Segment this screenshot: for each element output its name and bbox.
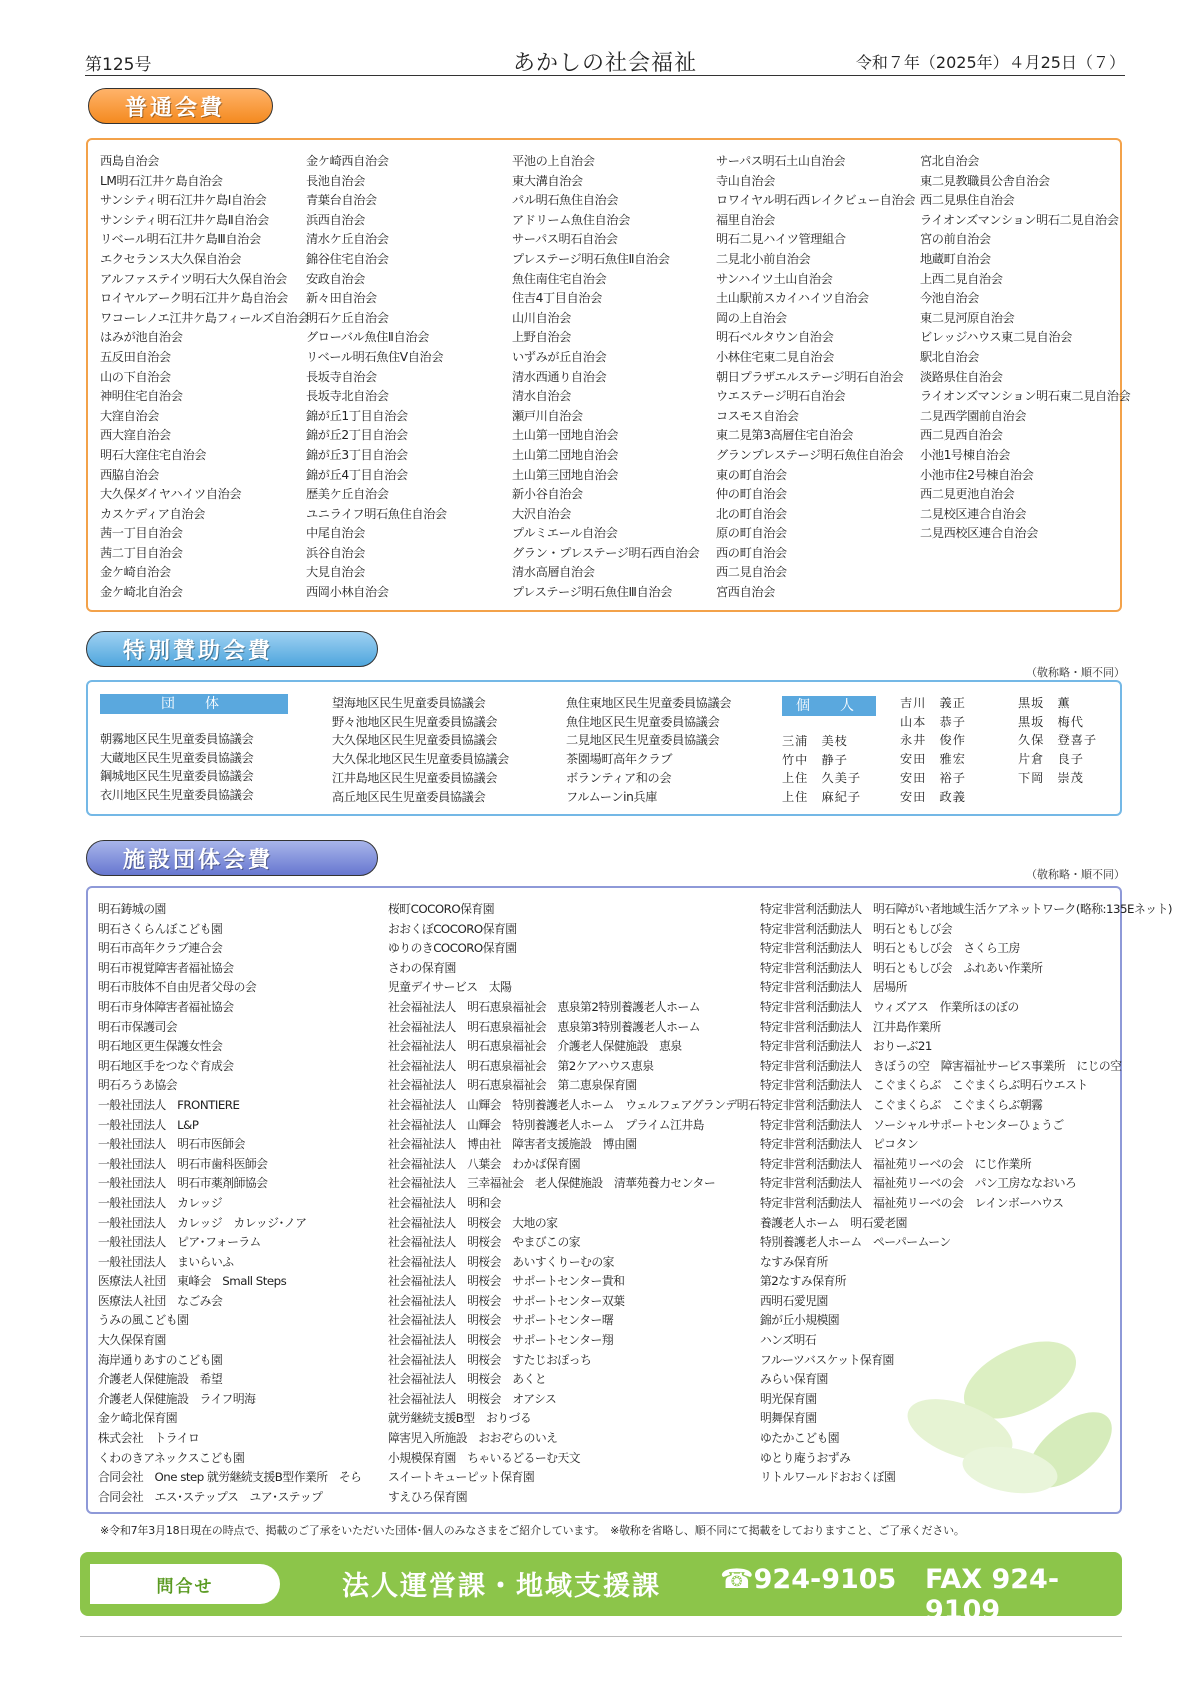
regular-member-item: サンハイツ土山自治会 [716, 271, 833, 286]
facility-member-item: 明石市高年クラブ連合会 [98, 941, 223, 956]
special-individual-item: 竹中 静子 [782, 752, 848, 767]
regular-member-item: 地蔵町自治会 [920, 251, 991, 266]
regular-member-item: 清水高層自治会 [512, 565, 595, 580]
facility-member-item: 障害児入所施設 おおぞらのいえ [388, 1431, 558, 1446]
regular-member-item: 土山第三団地自治会 [512, 467, 619, 482]
special-group-item: 衣川地区民生児童委員協議会 [100, 788, 254, 803]
regular-member-item: 淡路県住自治会 [920, 369, 1003, 384]
special-individual-item: 安田 雅宏 [900, 752, 966, 767]
special-individual-item: 永井 俊作 [900, 733, 966, 748]
regular-member-item: グラン・プレステージ明石西自治会 [512, 545, 700, 560]
special-group-item: 大蔵地区民生児童委員協議会 [100, 750, 254, 765]
facility-member-item: 一般社団法人 FRONTIERE [98, 1097, 240, 1112]
facility-fee-note: （敬称略・順不同） [1026, 868, 1125, 881]
regular-member-item: コスモス自治会 [716, 408, 799, 423]
regular-member-item: 大沢自治会 [512, 506, 571, 521]
facility-member-item: 児童デイサービス 太陽 [388, 980, 512, 995]
facility-member-item: すえひろ保育園 [388, 1489, 468, 1504]
special-group-item: 望海地区民生児童委員協議会 [332, 696, 486, 710]
regular-member-item: 小池市住2号棟自治会 [920, 467, 1034, 482]
regular-member-item: 上西二見自治会 [920, 271, 1003, 286]
regular-member-item: 浜谷自治会 [306, 545, 365, 560]
facility-member-item: 一般社団法人 ピア･フォーラム [98, 1235, 261, 1250]
contact-label: 問合せ [90, 1564, 280, 1604]
regular-member-item: 五反田自治会 [100, 349, 171, 364]
bottom-divider [80, 1636, 1122, 1637]
facility-member-item: 一般社団法人 明石市医師会 [98, 1137, 245, 1152]
facility-member-item: さわの保育園 [388, 960, 456, 975]
facility-member-item: ゆりのきCOCORO保育園 [388, 941, 517, 956]
regular-member-item: 長坂寺自治会 [306, 369, 377, 384]
facility-member-item: 一般社団法人 カレッジ [98, 1195, 223, 1210]
regular-member-item: ロワイヤル明石西レイクビュー自治会 [716, 193, 916, 208]
regular-member-item: 清水自治会 [512, 389, 571, 404]
regular-member-item: 金ケ崎自治会 [100, 565, 171, 580]
facility-member-item: 明舞保育園 [760, 1411, 817, 1426]
regular-member-item: 大窪自治会 [100, 408, 159, 423]
facility-member-item: 社会福祉法人 明桜会 サポートセンター翔 [388, 1333, 614, 1348]
special-group-item: 野々池地区民生児童委員協議会 [332, 714, 498, 729]
regular-member-item: 平池の上自治会 [512, 154, 595, 168]
regular-member-item: いずみが丘自治会 [512, 349, 607, 364]
regular-member-item: 錦が丘2丁目自治会 [306, 428, 408, 443]
facility-member-item: 社会福祉法人 明和会 [388, 1195, 501, 1210]
regular-member-item: カスケディア自治会 [100, 506, 205, 521]
issue-date: 令和７年（2025年）４月25日（７） [855, 53, 1125, 72]
facility-member-item: ゆとり庵うおずみ [760, 1450, 851, 1465]
regular-member-item: グランプレステージ明石魚住自治会 [716, 447, 904, 462]
regular-member-item: 清水ケ丘自治会 [306, 232, 389, 247]
special-group-item: 茶園場町高年クラブ [566, 752, 673, 767]
regular-member-item: ロイヤルアーク明石江井ケ島自治会 [100, 291, 288, 306]
special-group-column-3 [566, 694, 796, 806]
facility-member-item: 特定非営利活動法人 明石ともしび会 ふれあい作業所 [760, 960, 1043, 975]
contact-fax: FAX 924-9109 [925, 1564, 1060, 1626]
special-individual-item: 三浦 美枝 [782, 734, 848, 748]
regular-member-item: プレステージ明石魚住Ⅱ自治会 [512, 251, 670, 266]
facility-member-item: 特定非営利活動法人 居場所 [760, 980, 907, 995]
regular-member-item: 大見自治会 [306, 565, 365, 580]
regular-column-1 [100, 152, 310, 603]
facility-member-item: 社会福祉法人 明桜会 やまびこの家 [388, 1235, 581, 1250]
regular-member-item: 二見校区連合自治会 [920, 506, 1027, 521]
regular-member-item: 住吉4丁目自治会 [512, 291, 602, 306]
regular-member-item: プルミエール自治会 [512, 526, 618, 541]
regular-member-item: 宮北自治会 [920, 154, 979, 168]
regular-member-item: アルファステイツ明石大久保自治会 [100, 271, 287, 286]
facility-member-item: 社会福祉法人 明石恵泉福祉会 介護老人保健施設 恵泉 [388, 1039, 682, 1054]
facility-member-item: 特定非営利活動法人 ソーシャルサポートセンターひょうご [760, 1117, 1064, 1132]
facility-member-item: ハンズ明石 [760, 1333, 817, 1348]
regular-member-item: ライオンズマンション明石東二見自治会 [920, 389, 1131, 404]
contact-phone: ☎924-9105 [720, 1564, 897, 1595]
issue-number: 第125号 [85, 55, 152, 75]
facility-member-item: 明石市保護司会 [98, 1019, 178, 1034]
facility-member-item: 合同会社 One step 就労継続支援B型作業所 そら [98, 1470, 362, 1485]
individual-tag: 個 人 [782, 696, 876, 716]
facility-member-item: 社会福祉法人 明桜会 あいすくりーむの家 [388, 1254, 614, 1269]
regular-member-item: ワコーレノエ江井ケ島フィールズ自治会 [100, 310, 310, 325]
regular-member-item: 今池自治会 [920, 291, 979, 306]
special-fee-box [86, 680, 1122, 816]
regular-member-item: 北の町自治会 [716, 506, 787, 521]
facility-member-item: 錦が丘小規模園 [760, 1313, 840, 1328]
regular-member-item: サーパス明石土山自治会 [716, 154, 846, 168]
facility-member-item: 明石市身体障害者福祉協会 [98, 999, 234, 1014]
special-group-item: 二見地区民生児童委員協議会 [566, 733, 720, 748]
facility-member-item: 明石地区手をつなぐ育成会 [98, 1058, 234, 1073]
special-individual-item: 安田 裕子 [900, 770, 966, 785]
regular-member-item: 西岡小林自治会 [306, 585, 389, 600]
regular-member-item: 朝日プラザエルステージ明石自治会 [716, 369, 904, 384]
regular-member-item: 小池1号棟自治会 [920, 447, 1010, 462]
facility-member-item: 桜町COCORO保育園 [388, 902, 495, 916]
special-group-item: 大久保北地区民生児童委員協議会 [332, 752, 509, 767]
special-group-item: 魚住東地区民生児童委員協議会 [566, 696, 732, 710]
facility-member-item: 社会福祉法人 明桜会 サポートセンター曙 [388, 1313, 614, 1328]
facility-member-item: 特定非営利活動法人 福祉苑リーベの会 レインボーハウス [760, 1195, 1064, 1210]
facility-member-item: 社会福祉法人 博由社 障害者支援施設 博由園 [388, 1137, 637, 1152]
regular-member-item: 寺山自治会 [716, 173, 775, 188]
facility-member-item: スイートキューピット保育園 [388, 1470, 535, 1485]
regular-member-item: サンシティ明石江井ケ島Ⅱ自治会 [100, 212, 269, 227]
facility-member-item: 金ケ崎北保育園 [98, 1411, 178, 1426]
facility-member-item: 特定非営利活動法人 こぐまくらぶ こぐまくらぶ明石ウエスト [760, 1078, 1088, 1093]
regular-member-item: 土山第一団地自治会 [512, 428, 619, 443]
special-fee-heading [86, 631, 378, 667]
special-group-item: 江井島地区民生児童委員協議会 [332, 770, 498, 785]
regular-member-item: 宮西自治会 [716, 585, 775, 600]
regular-member-item: 西二見自治会 [716, 565, 787, 580]
special-individual-item: 上住 麻紀子 [782, 790, 862, 805]
facility-fee-heading [86, 840, 378, 876]
facility-member-item: 特定非営利活動法人 おりーぶ21 [760, 1039, 932, 1054]
facility-member-item: 特定非営利活動法人 福祉苑リーベの会 にじ作業所 [760, 1156, 1032, 1171]
regular-member-item: 西脇自治会 [100, 467, 159, 482]
regular-member-item: 大久保ダイヤハイツ自治会 [100, 487, 242, 502]
facility-member-item: 社会福祉法人 明桜会 あくと [388, 1372, 547, 1387]
special-individual-item: 山本 恭子 [900, 714, 966, 729]
special-group-item: フルムーンin兵庫 [566, 789, 657, 804]
facility-member-item: 一般社団法人 明石市薬剤師協会 [98, 1176, 268, 1191]
contact-department: 法人運営課・地域支援課 [342, 1571, 661, 1602]
facility-member-item: 社会福祉法人 山輝会 特別養護老人ホーム ウェルフェアグランデ明石 [388, 1097, 760, 1112]
facility-member-item: 養護老人ホーム 明石愛老園 [760, 1215, 907, 1230]
regular-member-item: 小林住宅東二見自治会 [716, 349, 834, 364]
regular-member-item: 二見北小前自治会 [716, 251, 811, 266]
special-individual-column-1 [782, 732, 892, 807]
regular-member-item: 瀬戸川自治会 [512, 408, 583, 423]
facility-member-item: 一般社団法人 明石市歯科医師会 [98, 1156, 268, 1171]
facility-member-item: 社会福祉法人 明桜会 すたじおぽっち [388, 1352, 592, 1367]
regular-member-item: 西二見県住自治会 [920, 193, 1015, 208]
regular-member-item: はみが池自治会 [100, 330, 183, 345]
facility-member-item: 特定非営利活動法人 ウィズアス 作業所ほのぼの [760, 999, 1019, 1014]
regular-member-item: アドリーム魚住自治会 [512, 212, 630, 227]
regular-member-item: ウエステージ明石自治会 [716, 389, 846, 404]
facility-member-item: 西明石愛児園 [760, 1293, 828, 1308]
regular-member-item: 西二見更池自治会 [920, 487, 1015, 502]
facility-member-item: 介護老人保健施設 ライフ明海 [98, 1391, 256, 1406]
regular-member-item: 二見西学園前自治会 [920, 408, 1027, 423]
special-individual-item: 安田 政義 [900, 789, 966, 804]
facility-member-item: 特定非営利活動法人 明石ともしび会 さくら工房 [760, 941, 1020, 956]
footnote: ※令和7年3月18日現在の時点で、掲載のご了承をいただいた団体･個人のみなさまをご紹介しています。 ※敬称を省略し、順不同にて掲載をしておりますこと、ご了承ください。 [100, 1524, 965, 1537]
facility-member-item: 介護老人保健施設 希望 [98, 1372, 223, 1387]
facility-member-item: 合同会社 エス･ステップス ユア･ステップ [98, 1489, 323, 1504]
facility-member-item: 就労継続支援B型 おりづる [388, 1411, 532, 1426]
facility-member-item: みらい保育園 [760, 1372, 828, 1387]
special-group-item: 高丘地区民生児童委員協議会 [332, 789, 486, 804]
regular-member-item: サーパス明石自治会 [512, 232, 618, 247]
regular-member-item: ユニライフ明石魚住自治会 [306, 506, 447, 521]
regular-member-item: 長池自治会 [306, 173, 365, 188]
regular-member-item: リベール明石魚住Ⅴ自治会 [306, 349, 444, 364]
facility-member-item: 社会福祉法人 明桜会 大地の家 [388, 1215, 558, 1230]
facility-member-item: 明石ろうあ協会 [98, 1078, 178, 1093]
facility-member-item: 一般社団法人 L&P [98, 1117, 199, 1132]
facility-fee-box [86, 886, 1172, 1514]
regular-member-item: ライオンズマンション明石二見自治会 [920, 212, 1119, 227]
regular-member-item: 安政自治会 [306, 271, 365, 286]
facility-member-item: 明光保育園 [760, 1391, 817, 1406]
special-group-item: ボランティア和の会 [566, 770, 672, 785]
regular-member-item: サンシティ明石江井ケ島Ⅰ自治会 [100, 193, 267, 208]
regular-member-item: 茜一丁目自治会 [100, 526, 183, 541]
regular-member-item: LM明石江井ケ島自治会 [100, 173, 223, 188]
regular-member-item: 原の町自治会 [716, 526, 787, 541]
regular-column-5 [920, 152, 1131, 544]
regular-member-item: 長坂寺北自治会 [306, 389, 389, 404]
facility-member-item: リトルワールドおおくぼ園 [760, 1470, 896, 1485]
regular-member-item: グローバル魚住Ⅱ自治会 [306, 330, 429, 345]
regular-member-item: エクセランス大久保自治会 [100, 251, 242, 266]
regular-fee-title: 普通会費 [125, 95, 226, 121]
regular-member-item: 中尾自治会 [306, 526, 365, 541]
regular-member-item: 東の町自治会 [716, 467, 787, 482]
facility-member-item: 社会福祉法人 明桜会 オアシス [388, 1391, 557, 1406]
regular-member-item: 宮の前自治会 [920, 232, 991, 247]
regular-member-item: 新小谷自治会 [512, 487, 583, 502]
regular-member-item: プレステージ明石魚住Ⅲ自治会 [512, 585, 672, 600]
facility-member-item: 医療法人社団 なごみ会 [98, 1293, 223, 1308]
regular-member-item: 西の町自治会 [716, 545, 787, 560]
regular-member-item: 福里自治会 [716, 212, 775, 227]
special-individual-item: 黒坂 薫 [1018, 696, 1071, 710]
regular-member-item: 東二見教職員公舎自治会 [920, 173, 1050, 188]
facility-member-item: 小規模保育園 ちゃいるどるーむ天文 [388, 1450, 581, 1465]
regular-member-item: 金ケ崎北自治会 [100, 585, 183, 600]
regular-member-item: 土山駅前スカイハイツ自治会 [716, 291, 869, 306]
regular-member-item: 明石ケ丘自治会 [306, 310, 389, 325]
special-group-column-1 [100, 730, 310, 805]
special-individual-column-2 [900, 694, 1010, 806]
facility-member-item: 明石地区更生保護女性会 [98, 1039, 223, 1054]
facility-member-item: おおくぼCOCORO保育園 [388, 921, 517, 936]
regular-member-item: 錦谷住宅自治会 [306, 251, 389, 266]
facility-member-item: 明石鋳城の園 [98, 902, 166, 916]
regular-fee-box [86, 138, 1131, 612]
regular-member-item: 明石大窪住宅自治会 [100, 447, 207, 462]
facility-member-item: フルーツバスケット保育園 [760, 1352, 894, 1367]
facility-member-item: 海岸通りあすのこども園 [98, 1352, 223, 1367]
regular-member-item: 金ケ崎西自治会 [306, 154, 389, 168]
special-group-item: 朝霧地区民生児童委員協議会 [100, 732, 254, 746]
newsletter-title: あかしの社会福祉 [512, 51, 697, 76]
facility-column-3 [760, 900, 1172, 1488]
special-individual-item: 吉川 義正 [900, 696, 966, 710]
regular-member-item: 上野自治会 [512, 330, 571, 345]
facility-fee-title: 施設団体会費 [123, 847, 274, 873]
special-group-item: 大久保地区民生児童委員協議会 [332, 733, 498, 748]
regular-column-4 [716, 152, 916, 603]
special-individual-item: 久保 登喜子 [1018, 733, 1098, 748]
facility-member-item: ゆたかこども園 [760, 1431, 840, 1446]
regular-member-item: 駅北自治会 [920, 349, 979, 364]
regular-member-item: 青葉台自治会 [306, 193, 377, 208]
facility-member-item: 特定非営利活動法人 明石障がい者地域生活ケアネットワーク(略称:135Eネット) [760, 902, 1172, 916]
facility-member-item: 特定非営利活動法人 ピコタン [760, 1137, 919, 1152]
regular-member-item: 清水西通り自治会 [512, 369, 607, 384]
regular-member-item: 仲の町自治会 [716, 487, 787, 502]
special-fee-note: （敬称略・順不同） [1026, 666, 1125, 679]
special-individual-item: 黒坂 梅代 [1018, 714, 1084, 729]
regular-column-2 [306, 152, 506, 603]
regular-member-item: 西大窪自治会 [100, 428, 171, 443]
facility-member-item: 第2なすみ保育所 [760, 1274, 847, 1289]
special-individual-column-3 [1018, 694, 1128, 788]
facility-member-item: 大久保保育園 [98, 1333, 166, 1348]
regular-member-item: 二見西校区連合自治会 [920, 526, 1038, 541]
regular-member-item: 新々田自治会 [306, 291, 377, 306]
facility-member-item: 特定非営利活動法人 きぼうの空 障害福祉サービス事業所 にじの空 [760, 1058, 1122, 1073]
regular-member-item: 西島自治会 [100, 154, 159, 168]
regular-member-item: 錦が丘1丁目自治会 [306, 408, 408, 423]
regular-member-item: 錦が丘3丁目自治会 [306, 447, 408, 462]
facility-member-item: 社会福祉法人 明石恵泉福祉会 恵泉第3特別養護老人ホーム [388, 1019, 701, 1034]
regular-member-item: パル明石魚住自治会 [512, 193, 619, 208]
facility-column-2 [388, 900, 758, 1507]
special-group-item: 魚住地区民生児童委員協議会 [566, 714, 720, 729]
special-fee-title: 特別賛助会費 [123, 638, 274, 664]
regular-member-item: 東二見河原自治会 [920, 310, 1015, 325]
facility-column-1 [98, 900, 388, 1507]
contact-bar [80, 1552, 1122, 1626]
regular-member-item: 魚住南住宅自治会 [512, 271, 607, 286]
facility-member-item: 特定非営利活動法人 福祉苑リーベの会 パン工房ななおいろ [760, 1176, 1077, 1191]
facility-member-item: 特定非営利活動法人 こぐまくらぶ こぐまくらぶ朝霧 [760, 1097, 1043, 1112]
facility-member-item: 社会福祉法人 明石恵泉福祉会 第二恵泉保育園 [388, 1078, 637, 1093]
page-header [85, 46, 1125, 76]
regular-member-item: 明石ベルタウン自治会 [716, 330, 834, 345]
regular-member-item: 歴美ケ丘自治会 [306, 487, 389, 502]
facility-member-item: くわのきアネックスこども園 [98, 1450, 245, 1465]
facility-member-item: 社会福祉法人 三幸福祉会 老人保健施設 清華苑養力センター [388, 1176, 716, 1191]
regular-member-item: 神明住宅自治会 [100, 389, 183, 404]
special-individual-item: 片倉 良子 [1018, 752, 1084, 767]
facility-member-item: うみの風こども園 [98, 1313, 189, 1328]
facility-member-item: なすみ保育所 [760, 1254, 828, 1269]
facility-member-item: 一般社団法人 まいらいふ [98, 1254, 234, 1269]
facility-member-item: 社会福祉法人 八葉会 わかば保育園 [388, 1156, 581, 1171]
special-group-item: 鋼城地区民生児童委員協議会 [100, 769, 254, 784]
facility-member-item: 社会福祉法人 明桜会 サポートセンター貴和 [388, 1274, 625, 1289]
facility-member-item: 特定非営利活動法人 明石ともしび会 [760, 921, 953, 936]
facility-member-item: 明石市視覚障害者福祉協会 [98, 960, 234, 975]
facility-member-item: 明石さくらんぼこども園 [98, 921, 223, 936]
regular-member-item: 茜二丁目自治会 [100, 545, 183, 560]
regular-member-item: 東大溝自治会 [512, 173, 583, 188]
facility-member-item: 社会福祉法人 明桜会 サポートセンター双葉 [388, 1293, 625, 1308]
regular-member-item: 岡の上自治会 [716, 310, 787, 325]
regular-fee-heading [88, 88, 273, 124]
facility-member-item: 社会福祉法人 明石恵泉福祉会 恵泉第2特別養護老人ホーム [388, 999, 701, 1014]
facility-member-item: 特別養護老人ホーム ペーパームーン [760, 1235, 951, 1250]
special-individual-item: 上住 久美子 [782, 771, 862, 786]
regular-member-item: 東二見第3高層住宅自治会 [716, 428, 854, 443]
facility-member-item: 医療法人社団 東峰会 Small Steps [98, 1274, 287, 1289]
regular-member-item: 山川自治会 [512, 310, 571, 325]
facility-member-item: 一般社団法人 カレッジ カレッジ･ノア [98, 1215, 307, 1230]
facility-member-item: 特定非営利活動法人 江井島作業所 [760, 1019, 941, 1034]
regular-member-item: リベール明石江井ケ島Ⅲ自治会 [100, 232, 261, 247]
regular-member-item: 山の下自治会 [100, 369, 171, 384]
facility-member-item: 社会福祉法人 明石恵泉福祉会 第2ケアハウス恵泉 [388, 1058, 654, 1073]
facility-member-item: 明石市肢体不自由児者父母の会 [98, 980, 257, 995]
regular-member-item: 明石二見ハイツ管理組合 [716, 232, 846, 247]
facility-member-item: 社会福祉法人 山輝会 特別養護老人ホーム プライム江井島 [388, 1117, 704, 1132]
regular-column-3 [512, 152, 712, 603]
regular-member-item: ビレッジハウス東二見自治会 [920, 330, 1072, 345]
regular-member-item: 浜西自治会 [306, 212, 365, 227]
facility-member-item: 株式会社 トライロ [98, 1431, 200, 1446]
group-tag: 団 体 [100, 694, 288, 714]
special-group-column-2 [332, 694, 562, 806]
regular-member-item: 錦が丘4丁目自治会 [306, 467, 408, 482]
regular-member-item: 西二見西自治会 [920, 428, 1003, 443]
regular-member-item: 土山第二団地自治会 [512, 447, 619, 462]
special-individual-item: 下岡 崇茂 [1018, 770, 1084, 785]
